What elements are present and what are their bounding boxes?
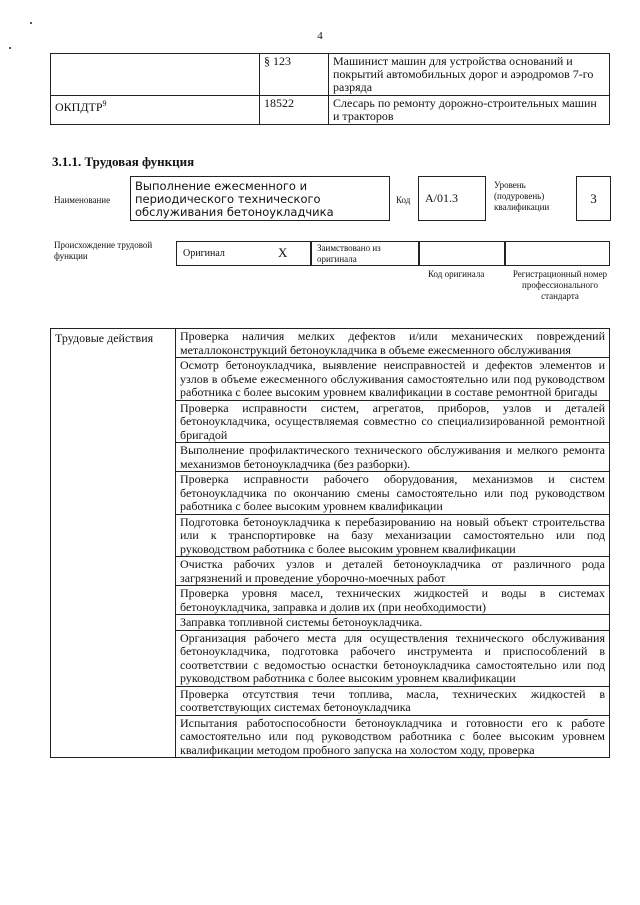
action-item: Подготовка бетоноукладчика к перебазированию на новый объект строительства или к транспортировке на базу механизации самостоятельно или под руководством работника с более высоким уровнем квалификации xyxy=(176,514,610,557)
occupation-codes-table xyxy=(50,53,610,125)
page-number: 4 xyxy=(317,30,323,42)
action-item: Проверка исправности систем, агрегатов, приборов, узлов и деталей бетоноукладчика, осуществляемая совместно со специализированной ремонтной бригадой xyxy=(176,400,610,443)
classifier-cell xyxy=(51,96,260,125)
action-item: Очистка рабочих узлов и деталей бетоноукладчика от различного рода загрязнений и проведение уборочно-моечных работ xyxy=(176,557,610,586)
original-code-cell xyxy=(419,241,505,266)
level-label: Уровень (подуровень) квалификации xyxy=(494,180,550,212)
borrowed-cell: Заимствовано из оригинала xyxy=(311,241,419,266)
original-cell: Оригинал xyxy=(176,241,311,266)
action-item: Организация рабочего места для осуществления технического обслуживания бетоноукладчика, подготовка рабочего инструмента и приспособлений в соответствии с ведомостью оснастки бетоноукладчика самостоятельно или под руководством работника с более высоким уровнем квалификации xyxy=(176,630,610,686)
action-item: Испытания работоспособности бетоноукладчика и готовности его к работе самостоятельно или под руководством работника с более высоким уровнем квалификации методом пробного запуска на холостом ходу, проверка xyxy=(176,715,610,758)
scan-speck xyxy=(30,22,32,24)
action-item: Выполнение профилактического технического обслуживания и мелкого ремонта механизмов бетоноукладчика (без разборки). xyxy=(176,443,610,472)
function-code: А/01.3 xyxy=(418,176,486,221)
action-item: Проверка исправности рабочего оборудования, механизмов и систем бетоноукладчика по окончанию смены самостоятельно или под руководством работника с более высоким уровнем квалификации xyxy=(176,472,610,515)
qualification-level: 3 xyxy=(576,176,611,221)
code-cell: § 123 xyxy=(260,54,329,96)
code-cell: 18522 xyxy=(260,96,329,125)
registration-number-cell xyxy=(505,241,610,266)
origin-row xyxy=(176,241,610,266)
footnote-mark: 9 xyxy=(102,99,107,108)
origin-label: Происхождение трудовой функции xyxy=(54,240,153,261)
classifier-name: ОКПДТР xyxy=(55,100,103,114)
actions-header: Трудовые действия xyxy=(51,329,176,758)
name-label: Наименование xyxy=(54,195,111,205)
labor-actions-table xyxy=(50,328,610,758)
table-row xyxy=(51,54,610,96)
table-row xyxy=(51,96,610,125)
action-item: Проверка уровня масел, технических жидкостей и воды в системах бетоноукладчика, заправка и долив их (при необходимости) xyxy=(176,586,610,615)
function-name: Выполнение ежесменного и периодического технического обслуживания бетоноукладчика xyxy=(130,176,390,221)
action-item: Осмотр бетоноукладчика, выявление неисправностей и дефектов элементов и узлов в объеме ежесменного обслуживания самостоятельно или под руководством работника с более высоким уровнем квалификации в составе ремонтной бригады xyxy=(176,358,610,401)
action-item: Проверка наличия мелких дефектов и/или механических повреждений металлоконструкций бетоноукладчика в объеме ежесменного обслуживания xyxy=(176,329,610,358)
scan-speck xyxy=(9,47,11,49)
classifier-cell xyxy=(51,54,260,96)
code-label: Код xyxy=(396,195,411,205)
original-code-label: Код оригинала xyxy=(428,269,485,279)
action-item: Заправка топливной системы бетоноукладчика. xyxy=(176,615,610,631)
table-row xyxy=(51,329,610,358)
occupation-cell: Машинист машин для устройства оснований и покрытий автомобильных дорог и аэродромов 7-го разряда xyxy=(329,54,610,96)
section-title: 3.1.1. Трудовая функция xyxy=(52,154,195,169)
occupation-cell: Слесарь по ремонту дорожно-строительных машин и тракторов xyxy=(329,96,610,125)
original-mark: X xyxy=(278,245,288,260)
registration-number-label: Регистрационный номер профессионального стандарта xyxy=(512,269,608,301)
action-item: Проверка отсутствия течи топлива, масла, технических жидкостей в соответствующих системах бетоноукладчика xyxy=(176,686,610,715)
